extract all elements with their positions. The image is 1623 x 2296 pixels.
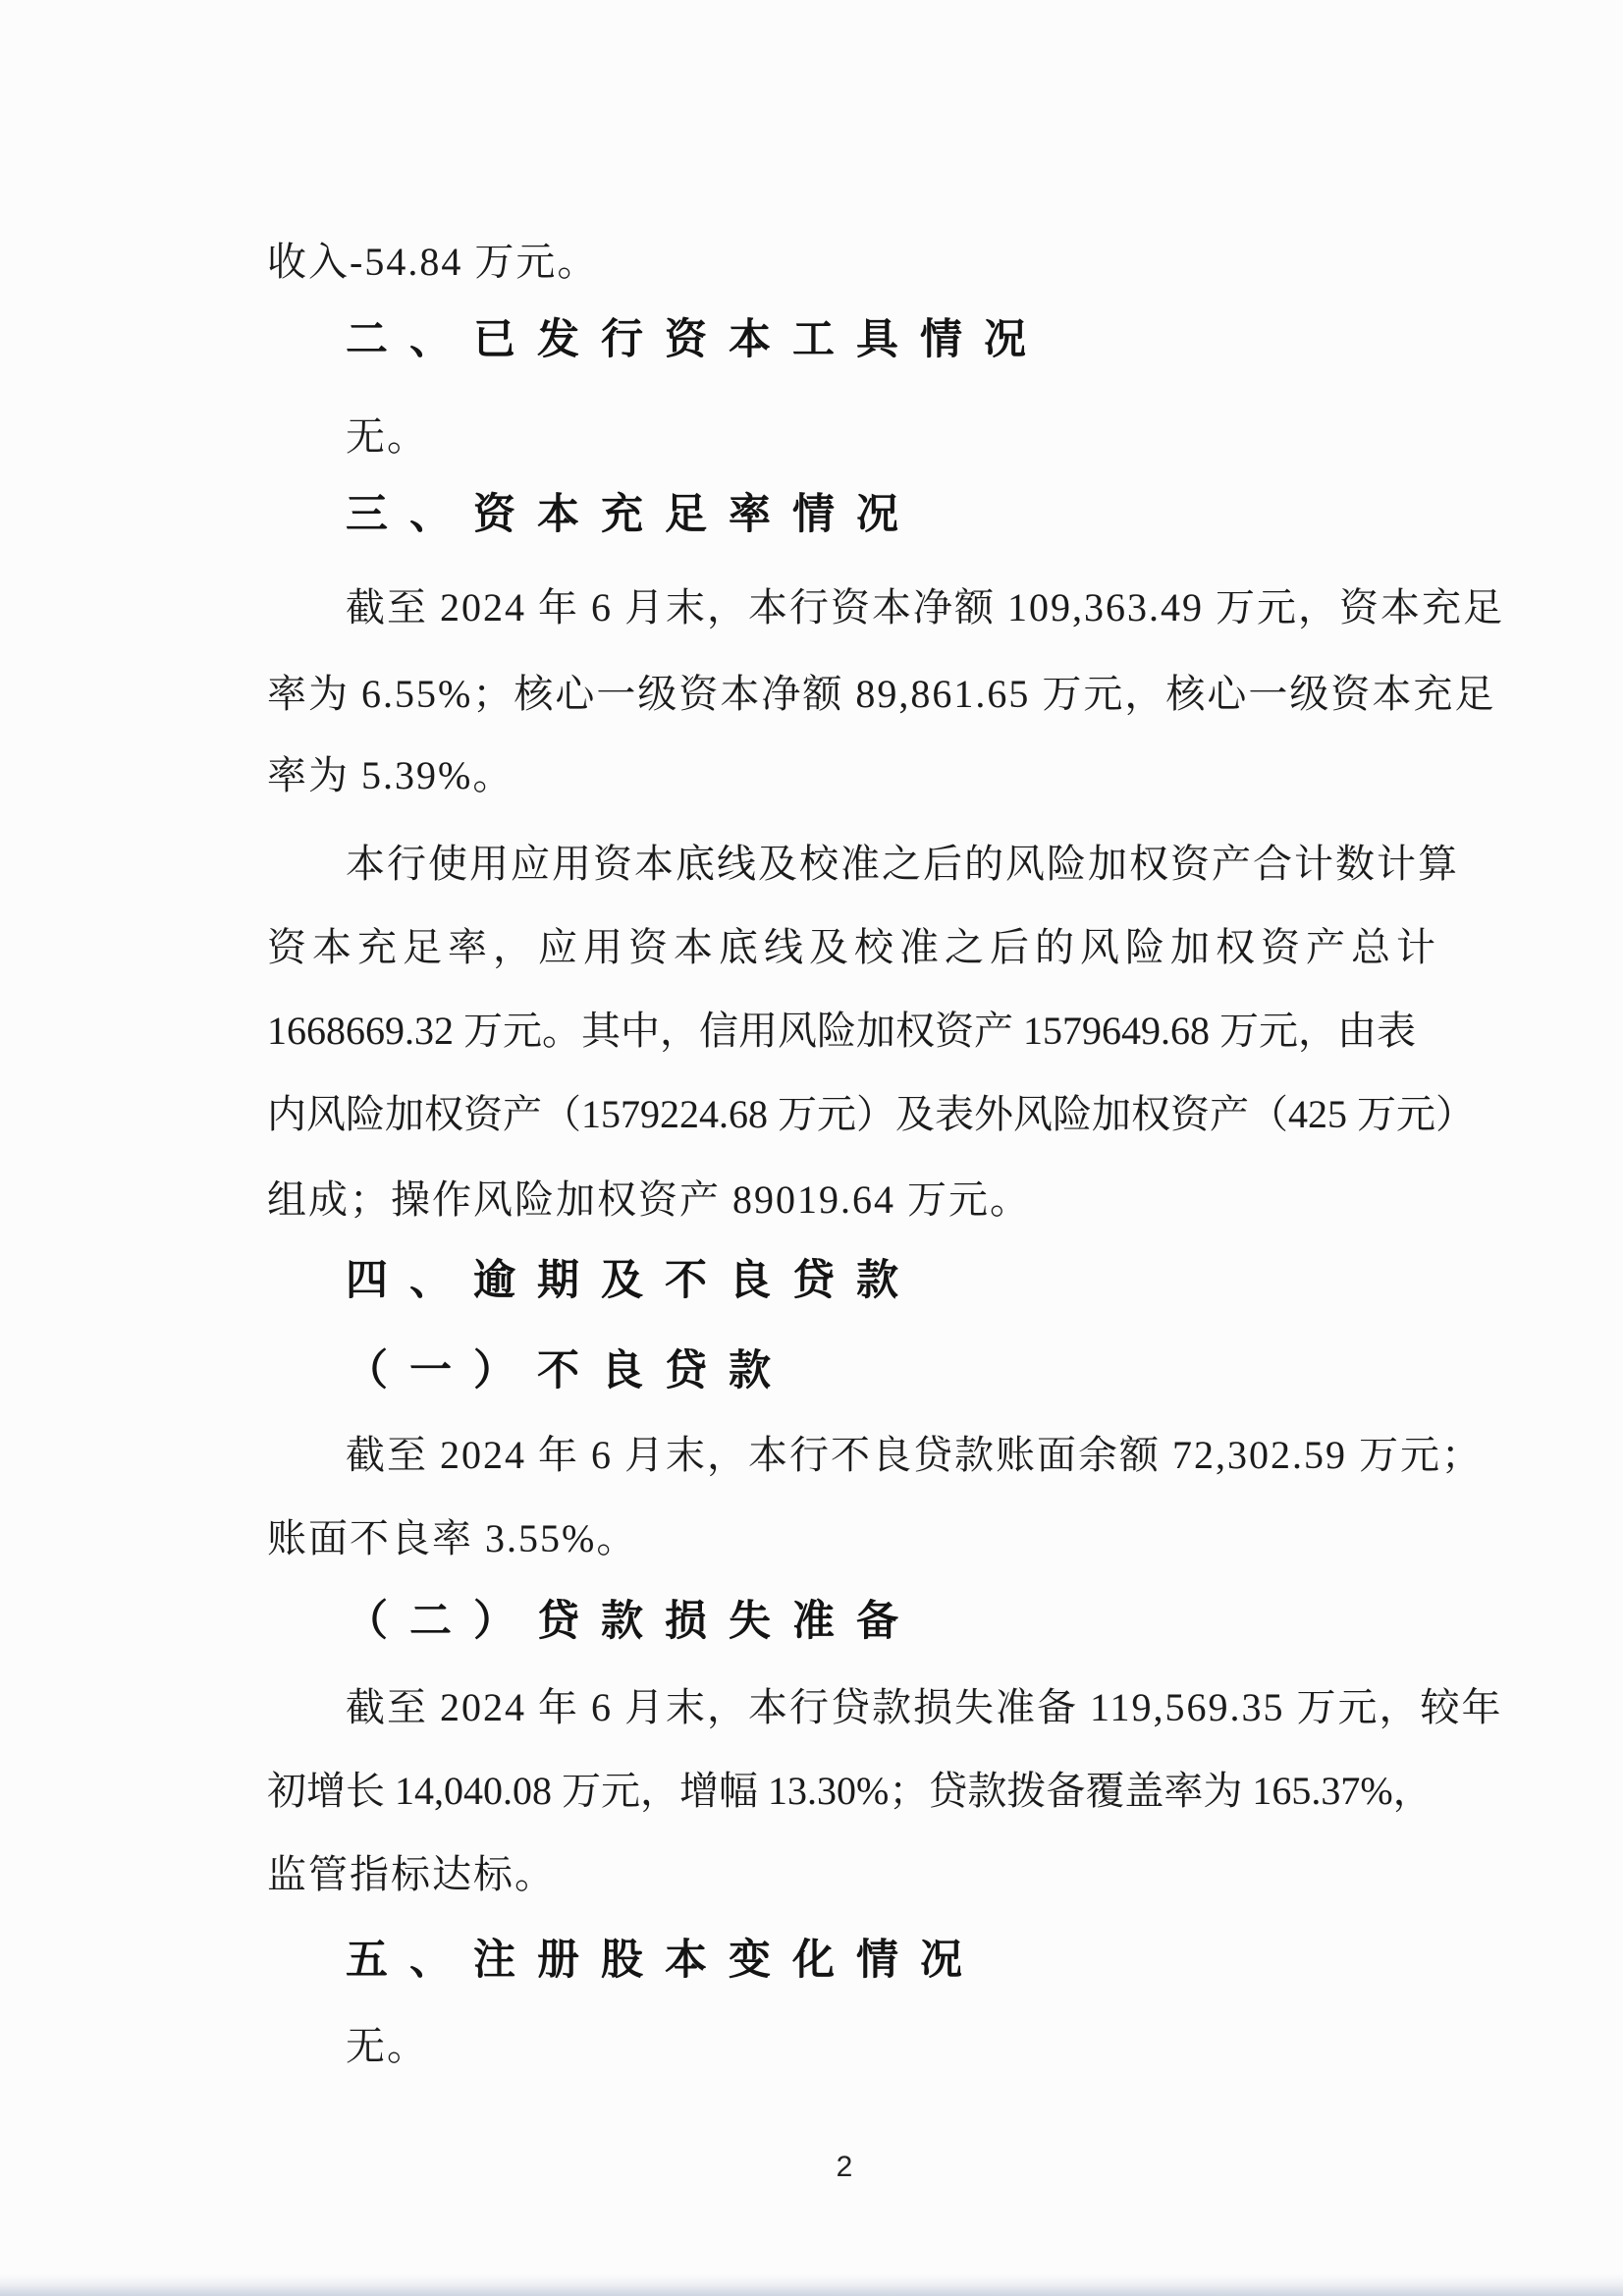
section-heading: 五、注册股本变化情况 [346,1938,984,1984]
section-heading: 二、已发行资本工具情况 [346,317,1048,363]
text-line: 截至 2024 年 6 月末，本行资本净额 109,363.49 万元，资本充足 [346,585,1504,629]
text-line: 内风险加权资产（1579224.68 万元）及表外风险加权资产（425 万元） [267,1092,1475,1136]
text-line: 资本充足率，应用资本底线及校准之后的风险加权资产总计 [267,925,1441,969]
section-heading: 四、逾期及不良贷款 [346,1258,920,1304]
text-line: 率为 5.39%。 [267,753,514,797]
text-line: 监管指标达标。 [267,1852,556,1896]
text-line: 无。 [346,2024,428,2068]
section-heading: （一）不良贷款 [346,1348,792,1394]
text-line: 组成；操作风险加权资产 89019.64 万元。 [267,1177,1031,1222]
text-line: 收入-54.84 万元。 [267,240,599,284]
text-line: 率为 6.55%；核心一级资本净额 89,861.65 万元，核心一级资本充足 [267,672,1496,716]
text-line: 初增长 14,040.08 万元，增幅 13.30%；贷款拨备覆盖率为 165.37%， [267,1769,1433,1813]
text-line: 1668669.32 万元。其中，信用风险加权资产 1579649.68 万元，由表 [267,1009,1416,1053]
text-line: 本行使用应用资本底线及校准之后的风险加权资产合计数计算 [346,842,1459,886]
text-line: 无。 [346,414,428,459]
text-line: 截至 2024 年 6 月末，本行贷款损失准备 119,569.35 万元，较年 [346,1685,1503,1729]
text-line: 账面不良率 3.55%。 [267,1516,638,1560]
section-heading: 三、资本充足率情况 [346,492,920,538]
scan-bottom-edge [0,2274,1623,2296]
text-line: 截至 2024 年 6 月末，本行不良贷款账面余额 72,302.59 万元； [346,1433,1483,1477]
section-heading: （二）贷款损失准备 [346,1599,920,1645]
page-number: 2 [836,2151,853,2183]
